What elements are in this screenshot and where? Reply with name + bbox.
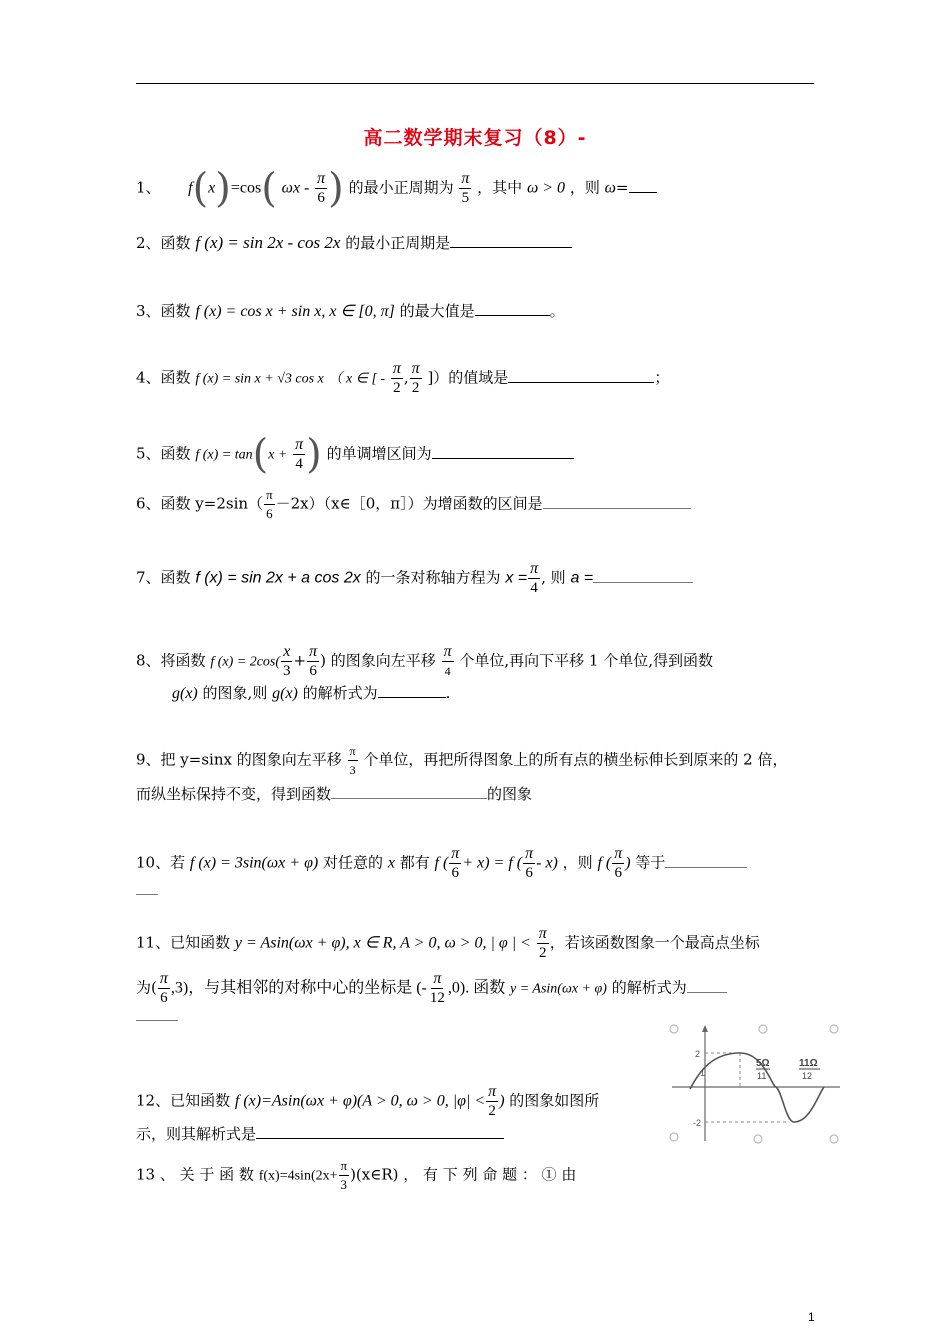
page-number: 1 (808, 1310, 815, 1324)
fraction: $\frac{x}{3}$ (283, 643, 291, 679)
question-6: 6、函数 y=2sin（ $\frac{\pi}{6}$ －2x）（x∈［0，π］）为增函数的区间是 (136, 486, 691, 523)
answer-blank[interactable] (475, 301, 550, 316)
x-label-2-num: 11Ω (799, 1058, 818, 1069)
fraction: $\frac{\pi}{12}$ (429, 970, 445, 1006)
fraction: $\frac{\pi}{4}$ (295, 436, 304, 472)
question-1: 1、 f(x)=cos( ωx - $\frac{\pi}{6}$ ) 的最小正周期为 $\frac{\pi}{5}$ ，其中 ω > 0 ，则 ω= (136, 170, 657, 207)
answer-blank-continued (136, 1006, 178, 1021)
fraction: $\frac{\pi}{2}$ (392, 360, 401, 396)
y-one-label: 1 (700, 1068, 706, 1078)
question-8-line-2: g(x) 的图象,则 g(x) 的解析式为 . (172, 684, 451, 702)
question-12: 12、已知函数 f (x)=Asin(ωx + φ)(A > 0, ω > 0, |φ| < $\frac{\pi}{2}$ ) 的图象如图所 (136, 1083, 600, 1119)
x-label-1-den: 11 (757, 1071, 767, 1081)
fraction: $\frac{\pi}{6}$ (317, 170, 326, 206)
corner-marker (759, 1025, 767, 1033)
question-9-line-2: 而纵坐标保持不变，得到函数 的图象 (136, 785, 533, 803)
fraction: $\frac{\pi}{2}$ (411, 360, 420, 396)
sine-graph-figure (668, 1023, 846, 1145)
question-2: 2、函数 f (x) = sin 2x - cos 2x 的最小正周期是 (136, 232, 572, 254)
fraction: $\frac{\pi}{6}$ (309, 643, 318, 679)
fraction: $\frac{\pi}{5}$ (461, 170, 470, 206)
y-min-label: -2 (693, 1118, 702, 1128)
question-4: 4、函数 f (x) = sin x + √3 cos x （ x ∈ [ - $\frac{\pi}{2}$ , $\frac{\pi}{2}$ ]）的值域是 ； (136, 360, 670, 396)
answer-blank[interactable] (256, 1124, 504, 1139)
fraction: $\frac{\pi}{2}$ (538, 925, 547, 961)
answer-blank[interactable] (331, 784, 487, 799)
fraction: $\frac{\pi}{6}$ (525, 845, 534, 881)
fraction: $\frac{\pi}{6}$ (159, 970, 168, 1006)
header-rule (136, 83, 814, 84)
x-label-1-num: 5Ω (756, 1058, 770, 1069)
question-13: 13 、 关 于 函 数 f(x)=4sin(2x+ $\frac{\pi}{3}$ )(x∈R) ， 有 下 列 命 题 ： ① 由 (136, 1158, 577, 1192)
fraction: $\frac{\pi}{6}$ (451, 845, 460, 881)
answer-blank[interactable] (508, 368, 654, 383)
question-5: 5、函数 f (x) = tan(x + $\frac{\pi}{4}$ ) 的单调增区间为 (136, 436, 574, 473)
question-7: 7、函数 f (x) = sin 2x + a cos 2x 的一条对称轴方程为 x = $\frac{\pi}{4}$ , 则 a = (136, 560, 693, 597)
fraction: $\frac{\pi}{4}$ (443, 643, 452, 678)
answer-blank[interactable] (629, 178, 657, 193)
fraction: $\frac{\pi}{6}$ (266, 487, 273, 521)
y-max-label: 2 (695, 1049, 701, 1059)
answer-blank[interactable] (450, 233, 572, 248)
x-label-2-den: 12 (802, 1071, 813, 1081)
corner-marker (670, 1025, 678, 1033)
y-axis-arrow (702, 1025, 708, 1032)
question-3: 3、函数 f (x) = cos x + sin x, x ∈ [0, π] 的最大值是 。 (136, 302, 565, 320)
fraction: $\frac{\pi}{6}$ (614, 845, 623, 881)
fraction: $\frac{\pi}{3}$ (349, 744, 356, 777)
answer-blank[interactable] (593, 568, 693, 583)
corner-marker (670, 1133, 678, 1141)
question-12-line-2: 示，则其解析式是 (136, 1123, 504, 1145)
page-title: 高二数学期末复习（8）- (363, 127, 587, 149)
answer-blank[interactable] (687, 978, 727, 993)
question-10: 10、若 f (x) = 3sin(ωx + φ) 对任意的 x 都有 f ( $\frac{\pi}{6}$ + x) = f ( $\frac{\pi}{6}$ - x) ，则 f ( $\frac{\pi}{6}$ ) 等于 (136, 845, 747, 882)
answer-blank[interactable] (432, 444, 574, 459)
fraction: $\frac{\pi}{4}$ (530, 560, 539, 596)
answer-blank[interactable] (378, 683, 446, 698)
fraction: $\frac{\pi}{2}$ (488, 1083, 497, 1119)
question-8: 8、将函数 f (x) = 2cos( $\frac{x}{3}$ + $\frac{\pi}{6}$ ) 的图象向左平移 $\frac{\pi}{4}$ 个单位,再向下平移 1 个单位,得到函数 (136, 643, 713, 679)
corner-marker (830, 1025, 838, 1033)
question-9: 9、把 y=sinx 的图象向左平移 $\frac{\pi}{3}$ 个单位，再把所得图象上的所有点的横坐标伸长到原来的 2 倍， (136, 744, 788, 777)
answer-blank-continued (136, 880, 158, 895)
corner-marker (830, 1135, 838, 1143)
answer-blank[interactable] (665, 853, 747, 868)
question-11-line-2: 为( $\frac{\pi}{6}$ ,3)，与其相邻的对称中心的坐标是 (- $\frac{\pi}{12}$ ,0). 函数 y = Asin(ωx + φ) 的解析式为 (136, 970, 727, 1007)
answer-blank[interactable] (543, 494, 691, 509)
fraction: $\frac{\pi}{3}$ (340, 1158, 348, 1192)
corner-marker (754, 1135, 762, 1143)
question-11: 11、已知函数 y = Asin(ωx + φ), x ∈ R, A > 0, ω > 0, | φ | < $\frac{\pi}{2}$ ，若该函数图象一个最高点坐标 (136, 925, 760, 961)
